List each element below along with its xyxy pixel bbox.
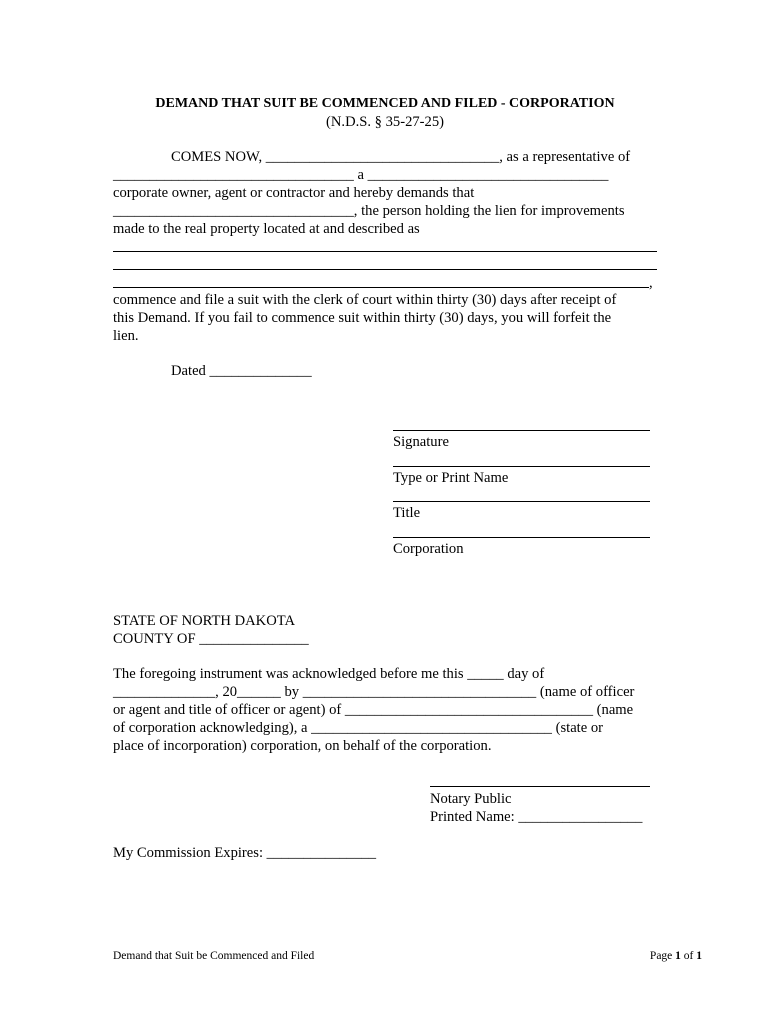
page-current: 1 [675, 950, 681, 962]
acknowledgment-line-5: place of incorporation) corporation, on behalf of the corporation. [113, 738, 492, 754]
acknowledgment-line-3: or agent and title of officer or agent) of __________________________________ (name [113, 702, 634, 718]
title-label: Title [393, 505, 421, 521]
notary-public-label: Notary Public [430, 791, 512, 807]
title-line [393, 501, 650, 502]
page-separator: of [680, 950, 697, 962]
commission-expires: My Commission Expires: _______________ [113, 845, 377, 861]
statute-citation: (N.D.S. § 35-27-25) [326, 114, 444, 130]
notary-signature-line [430, 786, 650, 787]
corporation-label: Corporation [393, 541, 464, 557]
instruction-line-2: this Demand. If you fail to commence suit within thirty (30) days, you will forfeit the [113, 310, 612, 326]
page-prefix: Page [649, 950, 676, 962]
footer-document-name: Demand that Suit be Commenced and Filed [113, 950, 315, 962]
print-name-line [393, 466, 650, 467]
footer-page-number [650, 949, 702, 963]
property-description-line-2 [113, 269, 657, 270]
print-name-label: Type or Print Name [393, 470, 509, 486]
instruction-line-1: commence and file a suit with the clerk of court within thirty (30) days after receipt of [113, 292, 617, 308]
acknowledgment-line-1: The foregoing instrument was acknowledged before me this _____ day of [113, 666, 545, 682]
venue-state: STATE OF NORTH DAKOTA [113, 613, 296, 629]
acknowledgment-line-2: ______________, 20______ by ________________________________ (name of officer [113, 684, 635, 700]
notary-printed-name: Printed Name: _________________ [430, 809, 643, 825]
acknowledgment-line-4: of corporation acknowledging), a _________________________________ (state or [113, 720, 604, 736]
venue-county: COUNTY OF _______________ [113, 631, 309, 647]
property-description-comma: , [649, 275, 653, 291]
instruction-line-3: lien. [113, 328, 139, 344]
dated-field: Dated ______________ [171, 363, 312, 379]
property-description-line-1 [113, 251, 657, 252]
property-description-line-3 [113, 287, 649, 288]
demand-line-5: made to the real property located at and described as [113, 221, 420, 237]
document-title: DEMAND THAT SUIT BE COMMENCED AND FILED - CORPORATION [155, 96, 615, 111]
signature-line [393, 430, 650, 431]
demand-line-2: _________________________________ a _________________________________ [113, 167, 609, 183]
signature-label: Signature [393, 434, 449, 450]
corporation-line [393, 537, 650, 538]
demand-line-3: corporate owner, agent or contractor and hereby demands that [113, 185, 475, 201]
demand-line-4: _________________________________, the person holding the lien for improvements [113, 203, 625, 219]
page-total: 1 [696, 950, 702, 962]
demand-line-1: COMES NOW, ________________________________, as a representative of [171, 149, 631, 165]
